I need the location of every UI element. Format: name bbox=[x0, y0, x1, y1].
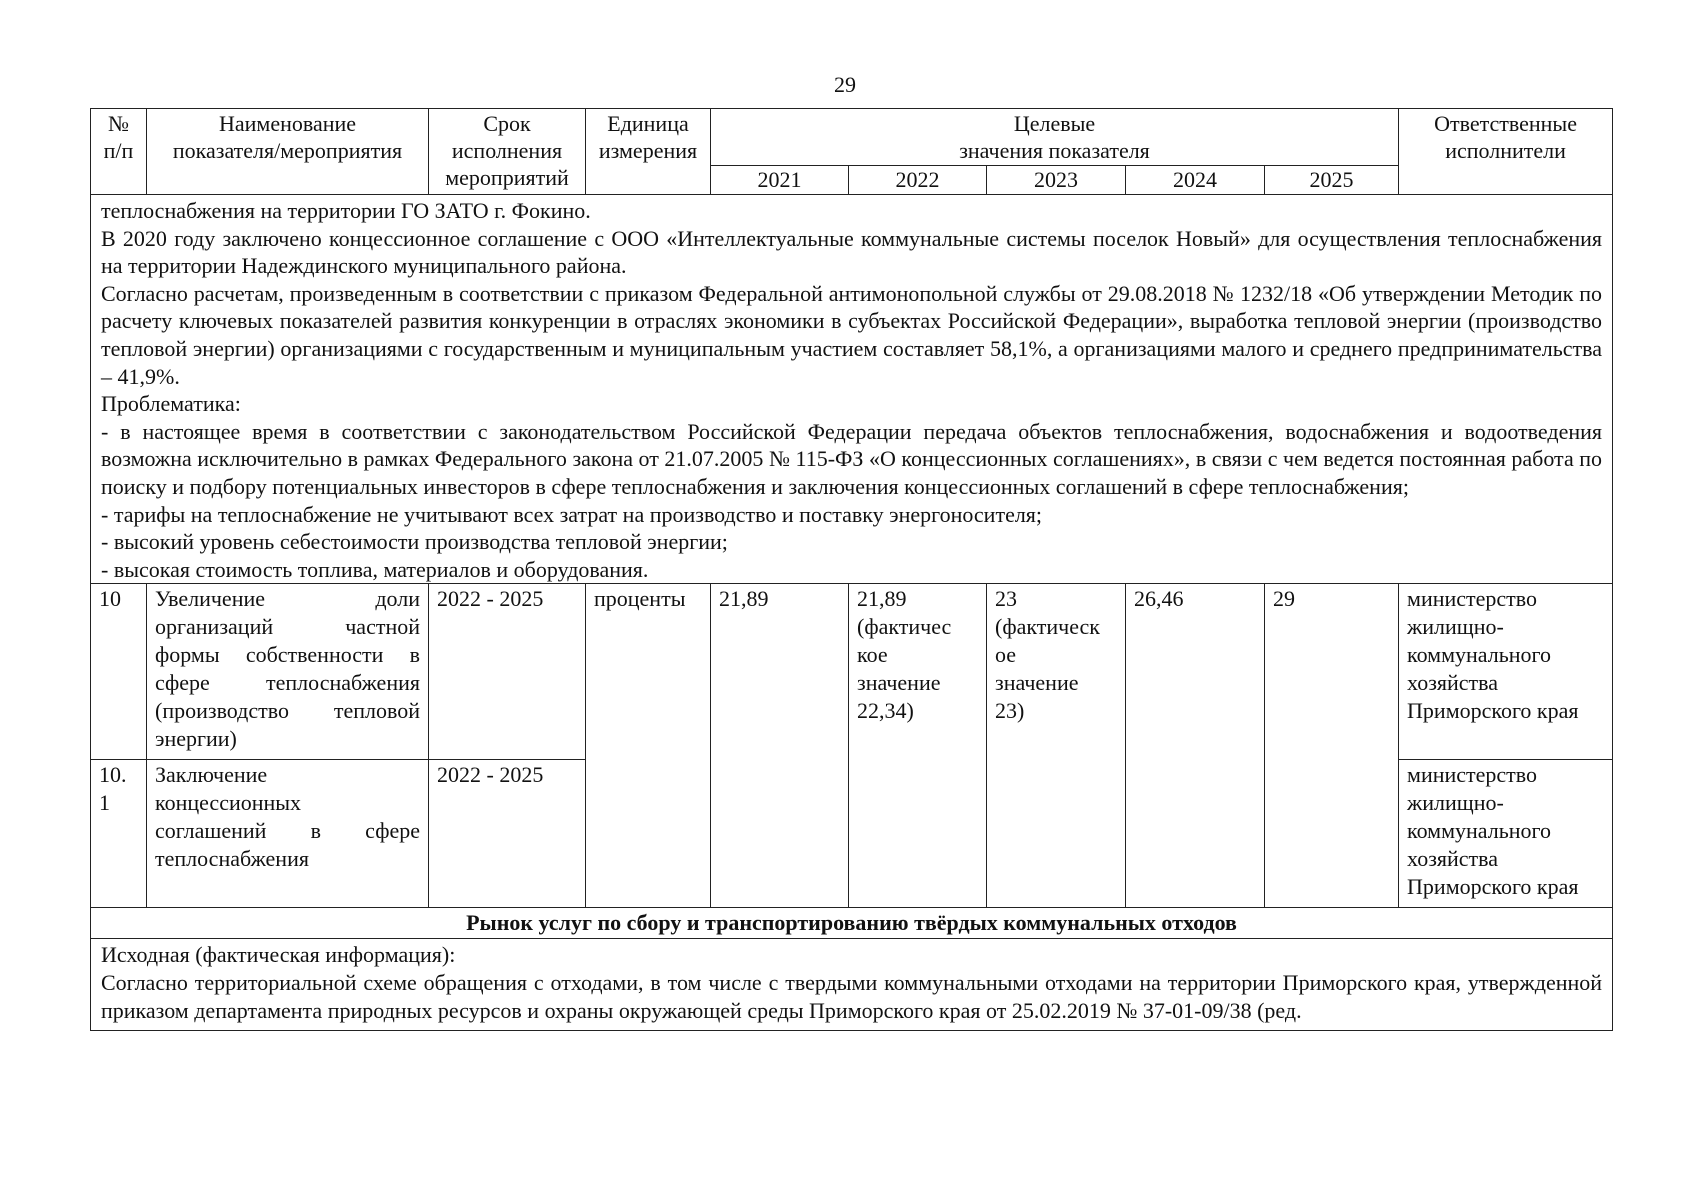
name-line: соглашений в сфере bbox=[155, 818, 420, 844]
header-unit-line: Единица bbox=[607, 111, 689, 136]
header-name-line: показателя/мероприятия bbox=[172, 138, 403, 163]
indicator-name bbox=[147, 760, 429, 908]
header-unit-line: измерения bbox=[598, 138, 698, 163]
row-num-line: 10. bbox=[99, 762, 127, 788]
row-num-line: 1 bbox=[99, 790, 110, 816]
paragraph: В 2020 году заключено концессионное соглашение с ООО «Интеллектуальные коммунальные системы поселок Новый» для осуществления теплоснабжения на территории Надеждинского муниципального района. bbox=[101, 225, 1603, 279]
header-num-line: № bbox=[108, 111, 129, 136]
resp-line: хозяйства bbox=[1407, 846, 1499, 872]
header-name bbox=[147, 109, 429, 195]
value-line: 29 bbox=[1273, 586, 1295, 612]
unit: проценты bbox=[586, 584, 711, 908]
header-target-line: Целевые bbox=[1013, 111, 1096, 136]
resp-line: коммунального bbox=[1407, 818, 1552, 844]
section-text-cell bbox=[91, 939, 1613, 1031]
header-target bbox=[711, 109, 1399, 166]
table-row bbox=[91, 584, 1613, 760]
value-2021 bbox=[711, 584, 849, 908]
section-title: Рынок услуг по сбору и транспортированию твёрдых коммунальных отходов bbox=[91, 908, 1613, 939]
name-line: Увеличение доли bbox=[155, 586, 420, 612]
name-line: Заключение bbox=[155, 762, 268, 788]
intro-text-row bbox=[91, 195, 1613, 584]
header-unit bbox=[586, 109, 711, 195]
value-line: кое bbox=[857, 642, 888, 668]
paragraph: - высокий уровень себестоимости производства тепловой энергии; bbox=[101, 529, 728, 555]
intro-text-cell bbox=[91, 195, 1613, 584]
paragraph: Проблематика: bbox=[101, 391, 241, 417]
header-num bbox=[91, 109, 147, 195]
name-line: энергии) bbox=[155, 726, 237, 752]
resp-line: Приморского края bbox=[1407, 698, 1579, 724]
resp-line: министерство bbox=[1407, 586, 1538, 612]
resp-line: хозяйства bbox=[1407, 670, 1499, 696]
value-line: значение bbox=[857, 670, 941, 696]
section-text-row bbox=[91, 939, 1613, 1031]
name-line: сфере теплоснабжения bbox=[155, 670, 420, 696]
name-line: формы собственности в bbox=[155, 642, 420, 668]
value-line: ое bbox=[995, 642, 1017, 668]
row-num bbox=[91, 760, 147, 908]
resp-line: Приморского края bbox=[1407, 874, 1579, 900]
responsible bbox=[1399, 760, 1613, 908]
term: 2022 - 2025 bbox=[429, 760, 586, 908]
section-title-row bbox=[91, 908, 1613, 939]
header-term bbox=[429, 109, 586, 195]
header-term-line: исполнения bbox=[451, 138, 563, 163]
year-cell: 2021 bbox=[711, 166, 849, 195]
value-line: (фактичес bbox=[857, 614, 952, 640]
value-line: 21,89 bbox=[857, 586, 907, 612]
term: 2022 - 2025 bbox=[429, 584, 586, 760]
responsible bbox=[1399, 584, 1613, 760]
value-line: 23 bbox=[995, 586, 1017, 612]
header-name-line: Наименование bbox=[218, 111, 357, 136]
table-header-row bbox=[91, 109, 1613, 166]
value-line: 26,46 bbox=[1134, 586, 1184, 612]
paragraph: теплоснабжения на территории ГО ЗАТО г. Фокино. bbox=[101, 198, 591, 223]
paragraph: - тарифы на теплоснабжение не учитывают всех затрат на производство и поставку энергоносителя; bbox=[101, 501, 1043, 527]
indicator-name bbox=[147, 584, 429, 760]
paragraph: - высокая стоимость топлива, материалов и оборудования. bbox=[101, 556, 649, 582]
resp-line: коммунального bbox=[1407, 642, 1552, 668]
indicators-table bbox=[90, 108, 1613, 1031]
resp-line: жилищно- bbox=[1407, 614, 1504, 640]
value-2022 bbox=[849, 584, 987, 908]
value-line: 21,89 bbox=[719, 586, 769, 612]
paragraph: Согласно расчетам, произведенным в соответствии с приказом Федеральной антимонопольной службы от 29.08.2018 № 1232/18 «Об утверждении Методик по расчету ключевых показателей развития конкуренции в отраслях экономики в субъектах Российской Федерации», выработка тепловой энергии (производство тепловой энергии) организациями с государственным и муниципальным участием составляет 58,1%, а организациями малого и среднего предпринимательства – 41,9%. bbox=[101, 280, 1603, 389]
row-num: 10 bbox=[91, 584, 147, 760]
header-term-line: Срок bbox=[483, 111, 531, 136]
value-line: 22,34) bbox=[857, 698, 914, 724]
name-line: теплоснабжения bbox=[155, 846, 309, 872]
year-cell: 2023 bbox=[987, 166, 1126, 195]
paragraph: Согласно территориальной схеме обращения с отходами, в том числе с твердыми коммунальными отходами на территории Приморского края, утвержденной приказом департамента природных ресурсов и охраны окружающей среды Приморского края от 25.02.2019 № 37-01-09/38 (ред. bbox=[101, 969, 1603, 1023]
year-cell: 2025 bbox=[1265, 166, 1399, 195]
value-line: 23) bbox=[995, 698, 1025, 724]
paragraph: Исходная (фактическая информация): bbox=[101, 942, 456, 968]
page-number: 29 bbox=[834, 72, 856, 97]
value-2024 bbox=[1126, 584, 1265, 908]
value-line: значение bbox=[995, 670, 1079, 696]
name-line: концессионных bbox=[155, 790, 302, 816]
value-2023 bbox=[987, 584, 1126, 908]
value-line: (фактическ bbox=[995, 614, 1100, 640]
header-resp-line: исполнители bbox=[1445, 138, 1566, 163]
year-cell: 2024 bbox=[1126, 166, 1265, 195]
header-num-line: п/п bbox=[103, 138, 134, 163]
resp-line: министерство bbox=[1407, 762, 1538, 788]
header-resp-line: Ответственные bbox=[1434, 111, 1577, 136]
header-responsible bbox=[1399, 109, 1613, 195]
value-2025 bbox=[1265, 584, 1399, 908]
paragraph: - в настоящее время в соответствии с законодательством Российской Федерации передача объектов теплоснабжения, водоснабжения и водоотведения возможна исключительно в рамках Федерального закона от 21.07.2005 № 115-ФЗ «О концессионных соглашениях», в связи с чем ведется постоянная работа по поиску и подбору потенциальных инвесторов в сфере теплоснабжения и заключения концессионных соглашений в сфере теплоснабжения; bbox=[101, 418, 1603, 499]
header-term-line: мероприятий bbox=[445, 165, 569, 190]
name-line: (производство тепловой bbox=[155, 698, 420, 724]
year-cell: 2022 bbox=[849, 166, 987, 195]
resp-line: жилищно- bbox=[1407, 790, 1504, 816]
name-line: организаций частной bbox=[155, 614, 420, 640]
header-target-line: значения показателя bbox=[959, 138, 1150, 163]
